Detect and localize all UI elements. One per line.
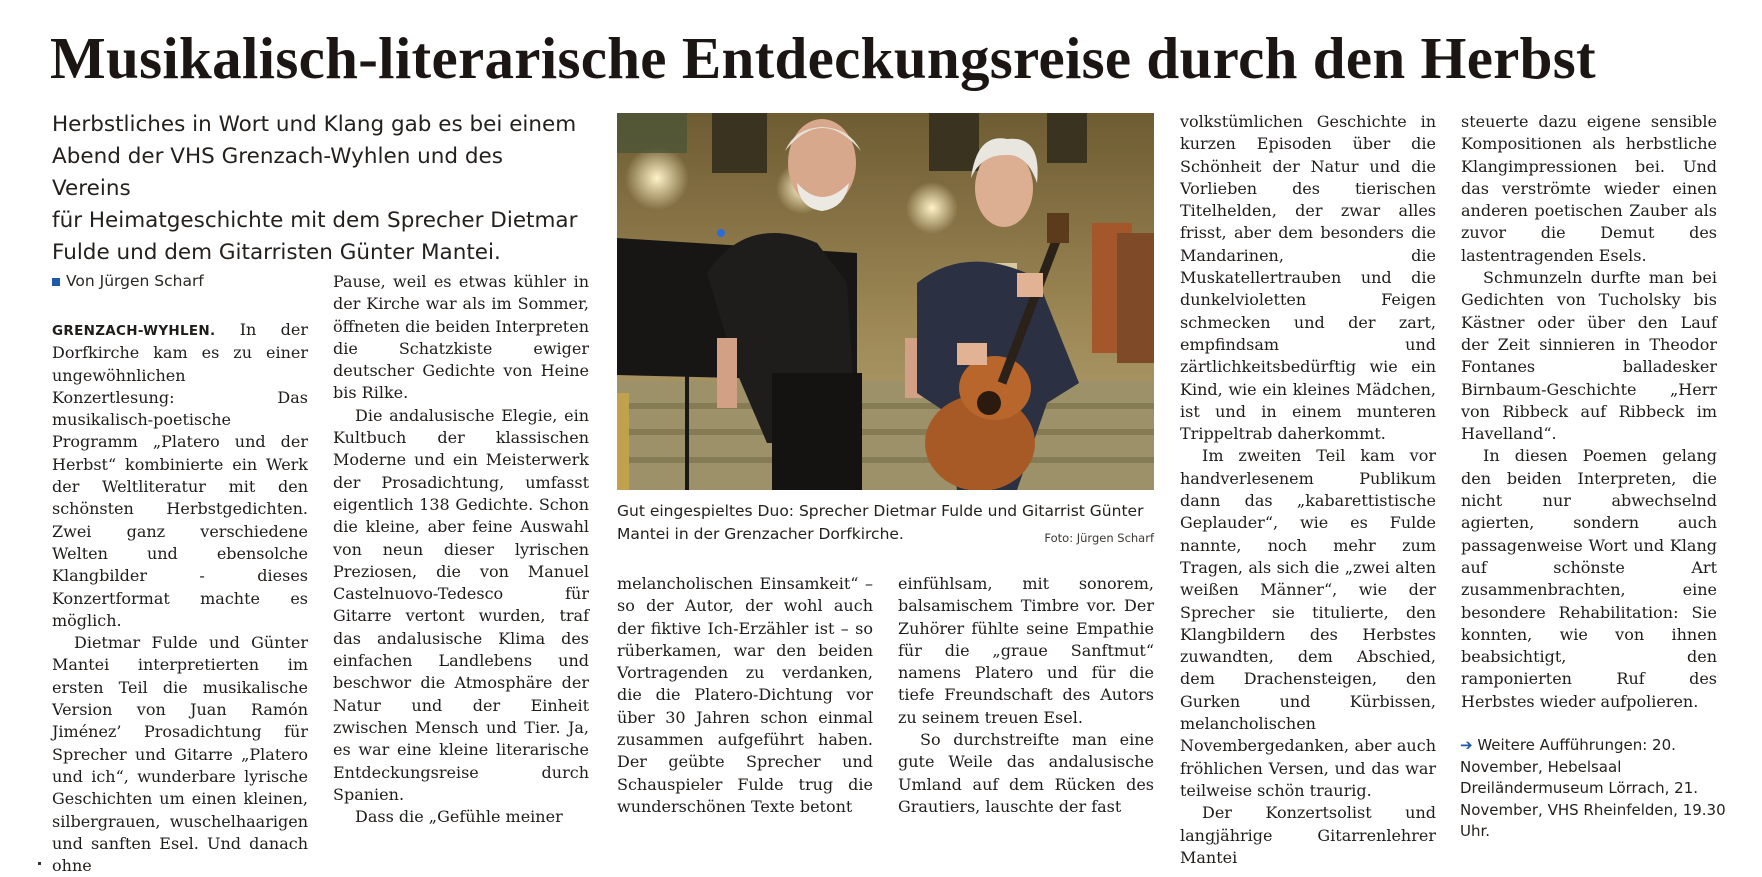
paragraph: In diesen Poemen gelang den beiden Interpreten, die nicht nur abwechselnd agierten, sondern auch passagenweise Wort und Klang auf schönste Art zusammenbrachten, eine besondere Rehabilitation: Sie konnten, wie von ihnen beabsichtigt, den ramponierten Ruf des Herbstes wieder aufpolieren. [1461, 446, 1717, 711]
article-column-5 [1180, 111, 1436, 869]
article-column-1 [52, 319, 308, 877]
paragraph: Dietmar Fulde und Günter Mantei interpretierten im ersten Teil die musikalische Version von Juan Ramón Jiménez’ Prosadichtung für Sprecher und Gitarre „Platero und ich“, wunderbare lyrische Geschichten um einen kleinen, silbergrauen, wuschelhaarigen und sanften Esel. Und danach ohne [52, 633, 308, 876]
photo-duo-in-church [617, 113, 1154, 490]
byline-square-icon [52, 278, 60, 286]
print-mark [38, 862, 41, 865]
byline-author: Von Jürgen Scharf [66, 272, 204, 290]
article-photo [617, 113, 1154, 490]
article-column-6 [1461, 111, 1717, 713]
teaser-line: Abend der VHS Grenzach-Wyhlen und des Vereins [52, 144, 503, 201]
paragraph: einfühlsam, mit sonorem, balsamischem Timbre vor. Der Zuhörer fühlte seine Empathie für die „graue Sanftmut“ namens Platero und für die tiefe Freundschaft des Autors zu seinem treuen Esel. [898, 574, 1154, 727]
article-column-3 [617, 573, 873, 818]
paragraph [52, 319, 308, 632]
paragraph: So durchstreifte man eine gute Weile das andalusische Umland auf dem Rücken des Grautiers, lauschte der fast [898, 730, 1154, 816]
teaser-line: für Heimatgeschichte mit dem Sprecher Dietmar [52, 208, 578, 233]
paragraph: melancholischen Einsamkeit“ – so der Autor, der wohl auch der fiktive Ich-Erzähler ist – so rüberkamen, war den beiden Vortragenden zu verdanken, die die Platero-Dichtung vor über 30 Jahren schon einmal zusammen aufgeführt haben. Der geübte Sprecher und Schauspieler Fulde trug die wunderschönen Texte betont [617, 574, 873, 816]
info-box-dates [1460, 735, 1728, 843]
arrow-right-icon: ➔ [1460, 736, 1473, 754]
photo-credit: Foto: Jürgen Scharf [1044, 531, 1154, 545]
dateline: GRENZACH-WYHLEN. [52, 323, 216, 339]
paragraph: steuerte dazu eigene sensible Kompositionen als herbstliche Klangimpressionen bei. Und das verströmte wieder einen anderen poetischen Zauber als zuvor die Demut des lastentragenden Esels. [1461, 112, 1717, 265]
teaser [52, 109, 582, 269]
teaser-line: Herbstliches in Wort und Klang gab es bei einem [52, 112, 577, 137]
paragraph: volkstümlichen Geschichte in kurzen Episoden über die Schönheit der Natur und die Vorlieben des tierischen Titelhelden, der zwar alles frisst, aber dem besonders die Mandarinen, die Muskatellertrauben und die dunkelvioletten Feigen schmecken und der zart, empfindsam und zärtlichkeitsbedürftig wie ein Kind, wie ein kleines Mädchen, ist und in einem munteren Trippeltrab daherkommt. [1180, 112, 1436, 444]
headline: Musikalisch-literarische Entdeckungsreise durch den Herbst [50, 25, 1596, 91]
article-column-2 [333, 271, 589, 828]
paragraph: Der Konzertsolist und langjährige Gitarrenlehrer Mantei [1180, 803, 1436, 867]
paragraph: Dass die „Gefühle meiner [355, 807, 563, 827]
photo-caption: Gut eingespieltes Duo: Sprecher Dietmar Fulde und Gitarrist Günter Mantei in der Grenzacher Dorfkirche. [617, 502, 1144, 543]
byline [52, 272, 292, 290]
info-text: Weitere Aufführungen: 20. November, Hebelsaal Dreiländermuseum Lörrach, 21. November, VHS Rheinfelden, 19.30 Uhr. [1460, 736, 1726, 840]
paragraph: Die andalusische Elegie, ein Kultbuch der klassischen Moderne und ein Meisterwerk der Prosadichtung, umfasst eigentlich 138 Gedichte. Schon die kleine, aber feine Auswahl von neun dieser lyrischen Preziosen, die von Manuel Castelnuovo-Tedesco für Gitarre vertont wurden, traf das andalusische Klima des einfachen Landlebens und beschwor die Atmosphäre der Natur und der Einheit zwischen Mensch und Tier. Ja, es war eine kleine literarische Entdeckungsreise durch Spanien. [333, 405, 589, 804]
paragraph: Schmunzeln durfte man bei Gedichten von Tucholsky bis Kästner oder über den Lauf der Zeit sinnieren in Theodor Fontanes balladesker Birnbaum-Geschichte „Herr von Ribbeck auf Ribbeck im Havelland“. [1461, 268, 1717, 444]
paragraph: Im zweiten Teil kam vor handverlesenem Publikum dann das „kabarettistische Geplauder“, wie es Fulde nannte, noch mehr zum Tragen, als sich die „zwei alten weißen Männer“, wie der Sprecher sie titulierte, den Klangbildern des Herbstes zuwandten, dem Abschied, dem Drachensteigen, den Gurken und Kürbissen, melancholischen Novembergedanken, aber auch fröhlichen Versen, und das war teilweise schön traurig. [1180, 446, 1436, 800]
paragraph-text: In der Dorfkirche kam es zu einer ungewöhnlichen Konzertlesung: Das musikalisch-poetische Programm „Platero und der Herbst“ kombinierte ein Werk der Weltliteratur mit den schönsten Herbstgedichten. Zwei ganz verschiedene Welten und ebensolche Klangbilder - dieses Konzertformat machte es möglich. [52, 320, 308, 630]
teaser-line: Fulde und dem Gitarristen Günter Mantei. [52, 240, 501, 265]
paragraph: Pause, weil es etwas kühler in der Kirche war als im Sommer, öffneten die beiden Interpreten die Schatzkiste ewiger deutscher Gedichte von Heine bis Rilke. [333, 272, 589, 403]
article-column-4 [898, 573, 1154, 818]
